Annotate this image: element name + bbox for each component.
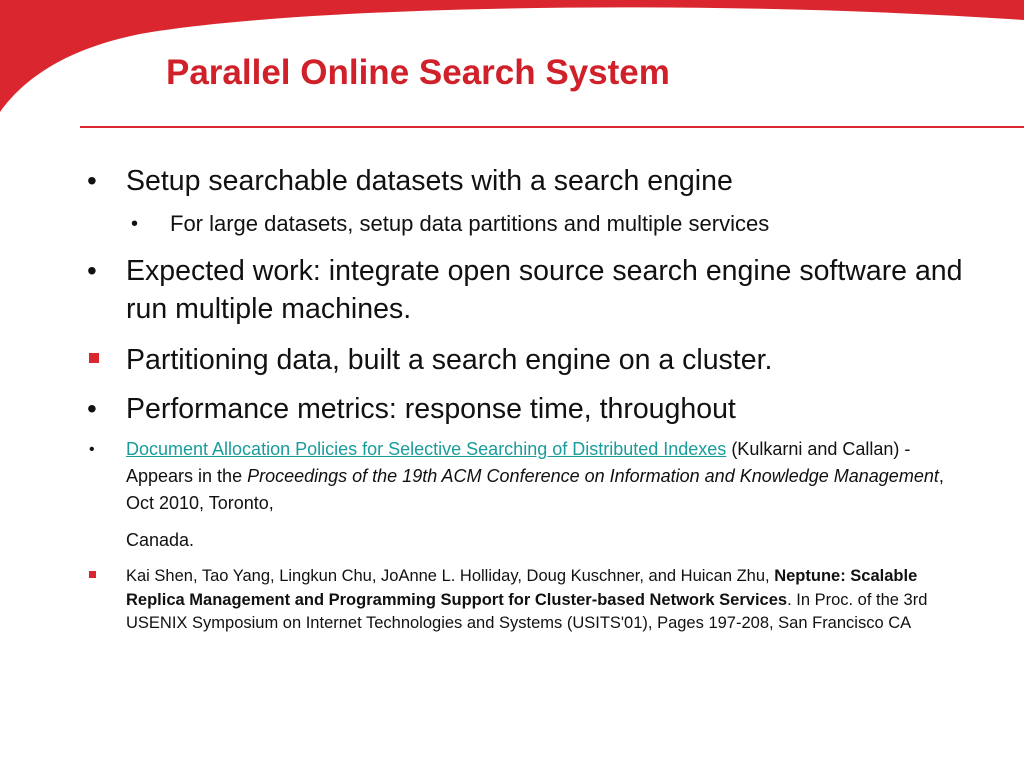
- reference-venue: Proceedings of the 19th ACM Conference on Information and Knowledge Management: [247, 466, 939, 486]
- reference-neptune: [126, 565, 956, 636]
- bullet-setup-datasets: Setup searchable datasets with a search engine: [126, 165, 733, 197]
- sub-bullet-large-datasets: For large datasets, setup data partitions and multiple services: [170, 211, 770, 236]
- reference-title: Neptune: Scalable Replica Management and Programming Support for Cluster-based Network Services: [126, 567, 918, 609]
- bullet-performance-metrics: Performance metrics: response time, throughout: [126, 393, 736, 425]
- slide-title: Parallel Online Search System: [166, 53, 670, 92]
- reference-authors: Kai Shen, Tao Yang, Lingkun Chu, JoAnne L. Holliday, Doug Kuschner, and Huican Zhu,: [126, 567, 775, 585]
- bullet-expected-work: Expected work: integrate open source search engine software and run multiple machines.: [126, 255, 963, 325]
- bullet-partitioning-data: Partitioning data, built a search engine on a cluster.: [126, 344, 773, 376]
- bullet-dot: •: [87, 393, 97, 424]
- title-divider: [80, 126, 1024, 128]
- red-square-bullet-icon: [89, 353, 99, 363]
- red-square-bullet-icon: [89, 571, 96, 578]
- reference-date: , Oct 2010, Toronto,: [126, 466, 944, 513]
- bullet-dot: •: [87, 255, 97, 286]
- sub-bullet-dot: •: [131, 213, 139, 235]
- reference-paper-link[interactable]: Document Allocation Policies for Selective Searching of Distributed Indexes: [126, 439, 727, 459]
- reference-venue: . In Proc. of the 3rd USENIX Symposium on Internet Technologies and Systems (USITS'01), Pages 197-208, San Francisco CA: [126, 590, 928, 632]
- reference-kulkarni-callan: [126, 436, 956, 554]
- bullet-dot: •: [87, 165, 97, 196]
- reference-location: Canada.: [126, 530, 195, 550]
- reference-bullet-dot: •: [89, 441, 95, 458]
- reference-authors: (Kulkarni and Callan) - Appears in the: [126, 439, 911, 486]
